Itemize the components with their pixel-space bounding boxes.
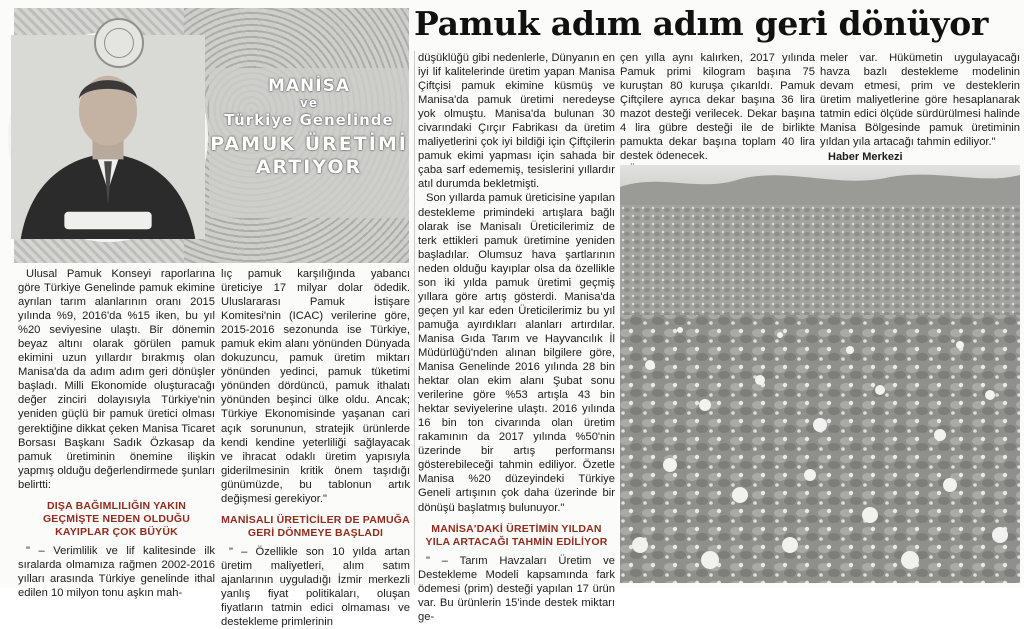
col2-subhead: MANİSALI ÜRETİCİLER DE PAMUĞA GERİ DÖNMEYE BAŞLADI [221,513,410,539]
col3-para-1: düşüklüğü gibi nedenlerle, Dünyanın en iyi lif kalitelerinde üretim yapan Manisa Çiftçisi pamuk ekimine küsmüş ve Manisa'da pamuk üretimi neredeyse yok olmuştu. Manisa'da bulunan 30 civarındaki Çırçır Fabrikası da üretim maliyetlerini çok iyi bildiği için Çiftçilerin pamuk ekimi yapması için sahada bir çaba sarf edememiş, tesislerini yıllardır atıl durumda bekletmişti. [418,52,615,191]
column-divider [414,51,415,585]
panel-line-3: Türkiye Genelinde [224,111,394,129]
col3-para-3: " – Tarım Havzaları Üretim ve Destekleme Modeli kapsamında fark ödemesi (prim) desteği yapılan 17 ürün var. Bu ürünlerin 15'inde destek miktarı ge- [418,554,615,623]
col1-subhead: DIŞA BAĞIMLILIĞIN YAKIN GEÇMİŞTE NEDEN OLDUĞU KAYIPLAR ÇOK BÜYÜK [42,499,191,538]
panel-line-4: PAMUK ÜRETİMİ [210,133,408,155]
col1-intro: Ulusal Pamuk Konseyi raporlarına göre Türkiye Genelinde pamuk ekimine ayrılan tarım alanlarının oranı 2015 yılında %9, 2016'da %15 iken, bu yıl %20 seviyesine ulaştı. Bir dönemin beyaz altını olarak görülen pamuk ekimini uzun yıllardır bırakmış olan Manisa'da da adım adım geri dönüşler başladı. Milli Ekonomide oluşturacağı değer zinciri dolayısıyla Türkiye'nin yeniden güçlü bir pamuk üretici olması gerektiğine dikkat çeken Manisa Ticaret Borsası Başkanı Sadık Özkasap da pamuk üretiminin önemine ilişkin yapmış olduğu değerlendirmede şunları belirtti: [18,268,215,491]
portrait-photo-block [14,8,409,263]
article-headline: Pamuk adım adım geri dönüyor [414,4,989,43]
col5-para-1: meler var. Hükümetin uygulayacağı havza bazlı destekleme modelinin devam etmesi, prim ve desteklerin üretim maliyetlerine göre hesaplanarak tatmin edici ölçüde sürdürülmesi halinde Manisa Bölgesinde pamuk üretiminin yıldan yıla artacağı tahmin ediliyor." [820,52,1020,149]
col4-para-1: çen yılla aynı kalırken, 2017 yılında Pamuk primi kilogram başına 75 kuruştan 80 kuruşa çıkarıldı. Pamuk Çiftçilere ayrıca dekar başına 36 lira mazot desteği verilecek. Dekar başına 4 lira gübre desteği ile de birlikte pamukta dekar başına toplam 40 lira destek ödenecek. [620,52,815,163]
col2-para-1: lıç pamuk karşılığında yabancı üreticiye 17 milyar dolar ödedik. Uluslararası Pamuk İstişare Komitesi'nin (ICAC) verilerine göre, 2015-2016 sezonunda ise Türkiye, pamuk ekim alanı yönünden Dünyada dokuzuncu, pamuk üretim miktarı yönünden yedinci, pamuk tüketimi yönünden dördüncü, pamuk ithalatı yönünden beşinci ülke oldu. Ancak; Türkiye Ekonomisinde yaşanan cari açık sorununun, stratejik ürünlerde kendi kendine yeterliliği sağlayacak ve ihracat odaklı üretim yapısıyla giderilmesinin kritik önem taşıdığı günümüzde, bu tablonun artık değişmesi gerekiyor." [221,268,410,505]
article-column-2 [221,267,410,629]
article-column-1 [18,267,215,599]
col1-para: " – Verimlilik ve lif kalitesinde ilk sıralarda olmamıza rağmen 2002-2016 yılları arasında Türkiye genelinde ithal edilen 10 milyon tonu aşkın mah- [18,544,215,599]
cotton-field-photo [620,165,1020,583]
panel-line-1: MANİSA [267,76,351,96]
article-column-4 [620,51,815,163]
panel-line-5: ARTIYOR [255,156,363,178]
panel-line-2: ve [300,96,318,110]
col2-para-2: " – Özellikle son 10 yılda artan üretim maliyetleri, alım satım ajanlarının uyguladığı İzmir merkezli yanlış fiyat politikaları, oluşan fiyatların tatmin edici olmaması ve destekleme primlerinin [221,545,410,629]
municipality-seal-icon [94,18,144,68]
article-column-5 [820,51,1020,163]
article-column-3 [418,51,615,623]
headline-panel [209,68,409,218]
byline: Haber Merkezi [828,151,903,164]
col3-para-2: Son yıllarda pamuk üreticisine yapılan destekleme primindeki artışlara bağlı olarak ise Manisalı Üreticilerimiz de terk ettikleri pamuk üretimine yeniden başladılar. Olumsuz hava şartlarının neden olduğu kayıplar olsa da özellikle son iki yılda pamuk üretimi geçmiş yıllara göre artış gösterdi. Manisa'da geçen yıl kar eden Üreticilerimiz bu yıl pamuğa ayırdıkları alanları artırdılar. Manisa Gıda Tarım ve Hayvancılık İl Müdürlüğü'nden alınan bilgilere göre, Manisa Genelinde 2016 yılında 28 bin hektar olan ekim alanı Şubat sonu verilerine göre %53 artışla 43 bin hektar seviyelerine ulaştı. 2016 yılında 16 bin ton civarında olan üretim rakamının da 2017 yılında %50'nin üzerinde bir artış performansı gösterebileceği tahmin ediliyor. Özetle Manisa %20 düzeyindeki Türkiye Geneli artışının çok daha üzerinde bir dönüşü başlatmış bulunuyor." [418,192,615,514]
col3-subhead: MANİSA'DAKİ ÜRETİMİN YILDAN YILA ARTACAĞI TAHMİN EDİLİYOR [425,522,608,548]
